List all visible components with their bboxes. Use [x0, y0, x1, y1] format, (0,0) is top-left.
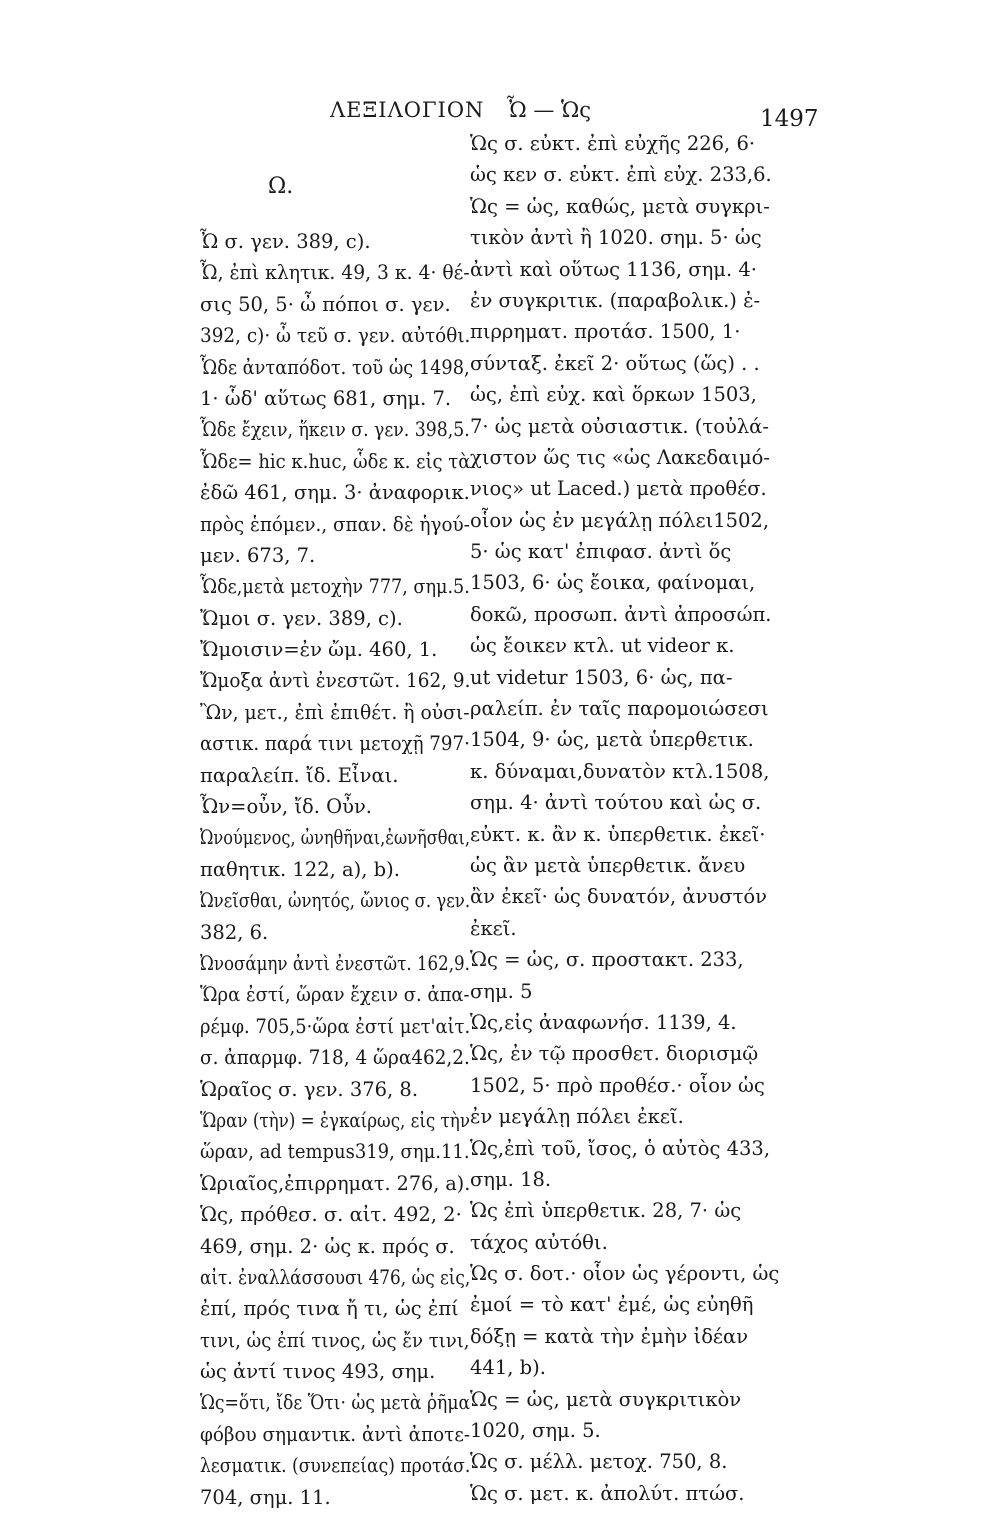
index-line: ἐν μεγάλῃ πόλει ἐκεῖ.: [470, 1105, 684, 1129]
index-line: παθητικ. 122, a), b).: [200, 857, 400, 881]
index-line: Ὠνοσάμην ἀντὶ ἐνεστῶτ. 162,9.: [200, 951, 470, 975]
index-line: 441, b).: [470, 1356, 546, 1380]
section-letter: Ω.: [268, 174, 294, 199]
right-column: [470, 128, 800, 1509]
index-line: 5· ὡς κατ' ἐπιφασ. ἀντὶ ὅς: [470, 540, 732, 564]
index-line: Ὤμοξα ἀντὶ ἐνεστῶτ. 162, 9.: [200, 669, 471, 693]
index-line: λεσματικ. (συνεπείας) προτάσ.: [200, 1454, 471, 1478]
index-line: 704, σημ. 11.: [200, 1485, 331, 1509]
index-line: Ὤμοι σ. γεν. 389, c).: [200, 606, 403, 630]
index-line: Ὧδε ἀνταπόδοτ. τοῦ ὡς 1498,: [200, 355, 470, 379]
index-line: τικὸν ἀντὶ ἢ 1020. σημ. 5· ὡς: [470, 226, 762, 250]
index-line: σημ. 5: [470, 979, 533, 1003]
index-line: πρὸς ἑπόμεν., σπαν. δὲ ἡγού-: [200, 512, 470, 536]
index-line: ἐπί, πρός τινα ἤ τι, ὡς ἐπί: [200, 1297, 459, 1321]
index-line: τάχος αὐτόθι.: [470, 1230, 608, 1254]
index-line: 1· ὧδ' αὕτως 681, σημ. 7.: [200, 386, 452, 410]
index-line: κ. δύναμαι,δυνατὸν κτλ.1508,: [470, 759, 770, 783]
index-line: 1502, 5· πρὸ προθέσ.· οἷον ὡς: [470, 1073, 765, 1097]
index-line: Ὦν=οὖν, ἴδ. Οὖν.: [200, 795, 372, 819]
index-line: ραλείπ. ἐν ταῖς παρομοιώσεσι: [470, 697, 769, 721]
index-line: Ὡς σ. δοτ.· οἷον ὡς γέροντι, ὡς: [470, 1262, 780, 1286]
index-line: ἂν ἐκεῖ· ὡς δυνατόν, ἀνυστόν: [470, 885, 768, 909]
index-line: Ὡς σ. μετ. κ. ἀπολύτ. πτώσ.: [470, 1481, 745, 1505]
index-line: φόβου σημαντικ. ἀντὶ ἀποτε-: [200, 1422, 471, 1446]
index-line: 392, c)· ὦ τεῦ σ. γεν. αὐτόθι.: [200, 324, 471, 348]
index-line: 1504, 9· ὡς, μετὰ ὑπερθετικ.: [470, 728, 754, 752]
header-title: ΛΕΞΙΛΟΓΙΟΝ: [330, 98, 485, 122]
index-line: Ὡς, πρόθεσ. σ. αἰτ. 492, 2·: [200, 1203, 462, 1227]
index-line: οἷον ὡς ἐν μεγάλῃ πόλει1502,: [470, 508, 770, 532]
index-line: μεν. 673, 7.: [200, 543, 316, 567]
index-line: Ὡς,εἰς ἀναφωνήσ. 1139, 4.: [470, 1010, 737, 1034]
index-line: σημ. 4· ἀντὶ τούτου καὶ ὡς σ.: [470, 791, 762, 815]
index-line: Ὡς = ὡς, σ. προστακτ. 233,: [470, 948, 744, 972]
index-line: τινι, ὡς ἐπί τινος, ὡς ἔν τινι,: [200, 1328, 470, 1352]
index-line: σις 50, 5· ὦ πόποι σ. γεν.: [200, 292, 451, 316]
index-line: ὡς ἔοικεν κτλ. ut videor κ.: [470, 634, 735, 658]
index-line: ἐκεῖ.: [470, 916, 517, 940]
index-line: ὡς ἂν μετὰ ὑπερθετικ. ἄνευ: [470, 853, 746, 877]
index-line: αστικ. παρά τινι μετοχῇ 797·: [200, 732, 470, 756]
index-line: Ὧδε= hic κ.huc, ὧδε κ. εἰς τὰ: [200, 449, 471, 473]
index-line: Ὡς, ἐν τῷ προσθετ. διορισμῷ: [470, 1042, 759, 1066]
index-line: Ὡς σ. μέλλ. μετοχ. 750, 8.: [470, 1450, 728, 1474]
index-line: Ὠνεῖσθαι, ὠνητός, ὤνιος σ. γεν.: [200, 889, 471, 913]
index-line: αἰτ. ἐναλλάσσουσι 476, ὡς εἰς,: [200, 1265, 471, 1289]
left-column: [200, 226, 470, 1513]
index-line: Ὥραν (τὴν) = ἐγκαίρως, εἰς τὴν: [200, 1108, 470, 1132]
index-line: εὐκτ. κ. ἂν κ. ὑπερθετικ. ἐκεῖ·: [470, 822, 766, 846]
index-line: Ὦ, ἐπὶ κλητικ. 49, 3 κ. 4· θέ-: [200, 261, 470, 285]
index-line: νιος» ut Laced.) μετὰ προθέσ.: [470, 477, 767, 501]
index-line: ἐδῶ 461, σημ. 3· ἀναφορικ.: [200, 481, 470, 505]
index-line: Ὧδε,μετὰ μετοχὴν 777, σημ.5.: [200, 575, 470, 599]
index-line: Ὠνούμενος, ὠνηθῆναι,ἐωνῆσθαι,: [200, 826, 470, 850]
index-line: ρέμφ. 705,5·ὥρα ἐστί μετ'αἰτ.: [200, 1014, 471, 1038]
index-line: σ. ἀπαρμφ. 718, 4 ὥρα462,2.: [200, 1046, 470, 1070]
index-line: Ὡς = ὡς, καθώς, μετὰ συγκρι-: [470, 194, 770, 218]
index-line: Ὡς ἐπὶ ὑπερθετικ. 28, 7· ὡς: [470, 1199, 742, 1223]
index-line: ὡς, ἐπὶ εὐχ. καὶ ὅρκων 1503,: [470, 383, 757, 407]
index-line: Ὦ σ. γεν. 389, c).: [200, 230, 371, 253]
index-line: ἐν συγκριτικ. (παραβολικ.) ἐ-: [470, 288, 761, 312]
index-line: Ὡς σ. εὐκτ. ἐπὶ εὐχῆς 226, 6·: [470, 132, 756, 155]
index-line: 7· ὡς μετὰ οὐσιαστικ. (τοὐλά-: [470, 414, 769, 438]
index-line: ἐμοί = τὸ κατ' ἐμέ, ὡς εὐηθῆ: [470, 1293, 754, 1317]
index-line: δοκῶ, προσωπ. ἀντὶ ἀπροσώπ.: [470, 602, 772, 626]
index-line: ὡς ἀντί τινος 493, σημ.: [200, 1360, 436, 1384]
index-line: πιρρηματ. προτάσ. 1500, 1·: [470, 320, 741, 344]
index-line: σύνταξ. ἐκεῖ 2· οὕτως (ὥς) . .: [470, 351, 760, 375]
index-line: Ὤμοισιν=ἐν ὤμ. 460, 1.: [200, 638, 438, 662]
index-line: Ὡς=ὅτι, ἴδε Ὅτι· ὡς μετὰ ῥῆμα: [200, 1391, 471, 1415]
header-entry-range: Ὦ — Ὡς: [507, 98, 592, 122]
index-line: παραλείπ. ἴδ. Εἶναι.: [200, 763, 399, 787]
index-line: Ὢν, μετ., ἐπὶ ἐπιθέτ. ἢ οὐσι-: [200, 700, 470, 724]
index-line: δόξῃ = κατὰ τὴν ἐμὴν ἰδέαν: [470, 1324, 749, 1348]
index-line: ἀντὶ καὶ οὕτως 1136, σημ. 4·: [470, 257, 757, 281]
index-line: ut videtur 1503, 6· ὡς, πα-: [470, 665, 733, 689]
page-number: 1497: [760, 106, 819, 132]
index-line: 1503, 6· ὡς ἔοικα, φαίνομαι,: [470, 571, 756, 595]
index-line: ὥραν, ad tempus319, σημ.11.: [200, 1140, 470, 1164]
index-line: Ὡς,ἐπὶ τοῦ, ἴσος, ὁ αὐτὸς 433,: [470, 1136, 771, 1160]
index-line: 1020, σημ. 5.: [470, 1419, 601, 1443]
index-line: Ὧδε ἔχειν, ἥκειν σ. γεν. 398,5.: [200, 418, 470, 442]
index-line: Ὥρα ἐστί, ὥραν ἔχειν σ. ἀπα-: [200, 983, 470, 1007]
index-line: σημ. 18.: [470, 1167, 552, 1191]
index-line: ὡς κεν σ. εὐκτ. ἐπὶ εὐχ. 233,6.: [470, 163, 772, 187]
index-line: 382, 6.: [200, 920, 269, 944]
index-line: Ὡς = ὡς, μετὰ συγκριτικὸν: [470, 1387, 742, 1411]
index-line: Ὡραῖος σ. γεν. 376, 8.: [200, 1077, 419, 1101]
index-line: 469, σημ. 2· ὡς κ. πρός σ.: [200, 1234, 455, 1258]
index-line: χιστον ὥς τις «ὡς Λακεδαιμό-: [470, 445, 770, 469]
index-line: Ὡριαῖος,ἐπιρρηματ. 276, a).: [200, 1171, 471, 1195]
